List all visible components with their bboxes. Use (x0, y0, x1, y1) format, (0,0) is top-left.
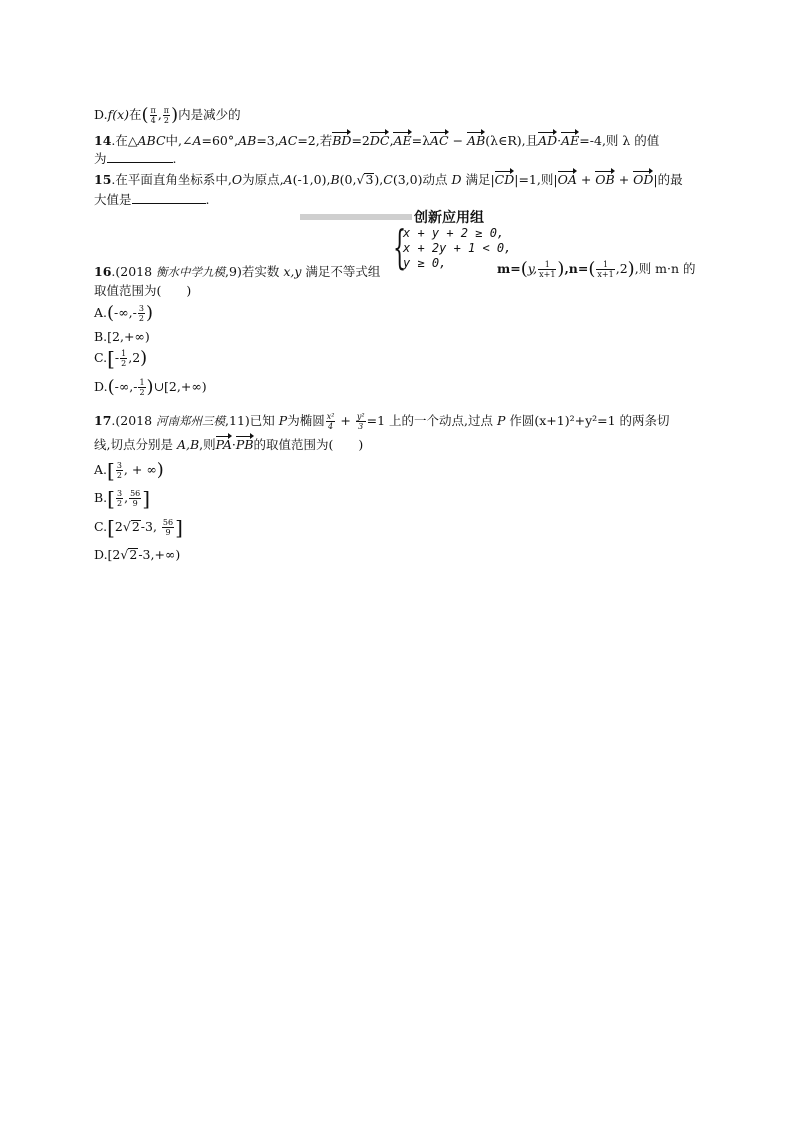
sqrt-radicand: 3 (365, 172, 374, 187)
vector-m-label: m= (497, 261, 521, 276)
vector-dc: DC (369, 133, 390, 148)
q17-option-a[interactable]: A.[ $\frac{3}{2}$ , + ∞) (94, 458, 164, 483)
q16-option-c[interactable]: C.[- $\frac{1}{2}$ ,2) (94, 346, 148, 371)
q16-line2: 取值范围为( ) (94, 283, 192, 298)
q17-option-c[interactable]: C.[2√2-3, $\frac{56}{9}$ ] (94, 515, 183, 540)
answer-blank[interactable] (107, 152, 173, 163)
q17-line1: 17.(2018 河南郑州三模,11)已知 P为椭圆 $\frac{\text{x²}}{4}$ + $\frac{\text{y²}}{3}$ =1 上的一个动点,过点 P 作圆(x+1)²+y²=1 的两条切 (94, 412, 670, 431)
vector-ae: AE (561, 133, 580, 148)
q17-line2: 线,切点分别是 A,B,则PA·PB的取值范围为( ) (94, 437, 364, 452)
q16-option-b[interactable]: B.[2,+∞) (94, 329, 150, 344)
open-paren: ( (141, 104, 149, 126)
q16-line1: 16.(2018 衡水中学九模,9)若实数 x,y 满足不等式组 (94, 264, 381, 279)
q17-option-d[interactable]: D.[2√2-3,+∞) (94, 547, 181, 562)
q16-option-a[interactable]: A.(-∞,- $\frac{3}{2}$ ) (94, 302, 154, 324)
q17-option-b[interactable]: B.[ $\frac{3}{2}$ , $\frac{56}{9}$ ] (94, 486, 151, 511)
question-number: 17 (94, 413, 112, 428)
answer-blank[interactable] (132, 193, 206, 204)
inequality-system (393, 220, 512, 274)
close-paren: ) (171, 104, 179, 126)
text: 在 (129, 107, 142, 122)
text: 内是减少的 (178, 107, 241, 122)
vector-od: OD (633, 172, 654, 187)
option-label: D. (94, 107, 108, 122)
vector-ae: AE (393, 133, 412, 148)
vector-ac: AC (430, 133, 449, 148)
q14-line2: 为 . (94, 151, 177, 166)
vector-bd: BD (332, 133, 352, 148)
q14-line1: 14.在△ABC中,∠A=60°,AB=3,AC=2,若BD=2DC,AE=λAC − AB(λ∈R),且AD·AE=-4,则 λ 的值 (94, 133, 660, 148)
inequality-1: x + y + 2 ≥ 0, (403, 226, 505, 240)
q16-vectors: m=(y, $\frac{1}{x+1}$ ),n=( $\frac{1}{x+1}$ ,2),则 m·n 的 (497, 258, 696, 280)
question-number: 14 (94, 133, 112, 148)
q16-option-d[interactable]: D.(-∞,- $\frac{1}{2}$ )∪[2,+∞) (94, 376, 207, 398)
source: 衡水中学九模 (156, 265, 226, 279)
question-number: 16 (94, 264, 112, 279)
question-number: 15 (94, 172, 112, 187)
fraction: $\frac{\pi}{2}$ (163, 106, 170, 125)
q15-line1: 15.在平面直角坐标系中,O为原点,A(-1,0),B(0,√3),C(3,0)动点 D 满足|CD|=1,则|OA + OB + OD|的最 (94, 172, 683, 187)
q13-option-d: D.f(x)在( $\frac{\pi}{4}$ , $\frac{\pi}{2}$ )内是减少的 (94, 104, 241, 126)
vector-ad: AD (538, 133, 558, 148)
vector-oa: OA (557, 172, 577, 187)
fraction: $\frac{\pi}{4}$ (150, 106, 156, 125)
source: 河南郑州三模 (156, 414, 226, 428)
left-brace: { (393, 220, 407, 274)
function-name: f(x) (107, 107, 129, 122)
vector-pb: PB (235, 437, 254, 452)
vector-ob: OB (595, 172, 615, 187)
section-title: 创新应用组 (414, 210, 484, 226)
vector-ab: AB (467, 133, 486, 148)
inequality-2: x + 2y + 1 < 0, (403, 241, 512, 255)
vector-cd: CD (494, 172, 515, 187)
q15-line2: 大值是 . (94, 192, 210, 207)
vector-n-label: ,n= (564, 261, 589, 276)
inequality-3: y ≥ 0, (403, 256, 447, 270)
vector-pa: PA (215, 437, 232, 452)
